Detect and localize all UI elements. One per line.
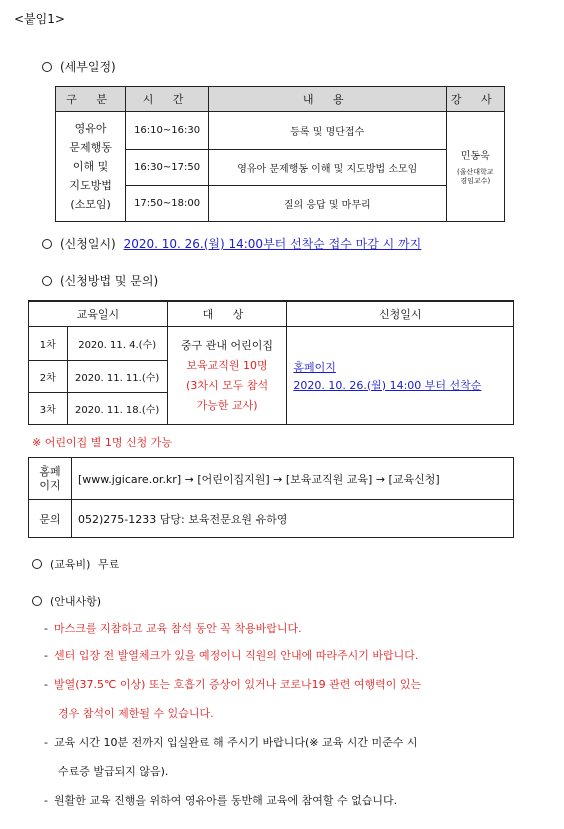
time-cell: 17:50~18:00 (126, 186, 209, 222)
dash-bullet: - (44, 678, 48, 691)
attachment-label: <붙임1> (14, 12, 65, 26)
header-category: 구 분 (56, 87, 126, 112)
method-table (28, 300, 514, 425)
guide-item-continued: 경우 참석이 제한될 수 있습니다. (58, 707, 214, 720)
section-method-title: (신청방법 및 문의) (60, 274, 159, 288)
instructor-cell: 민동욱 (울산대학교 겸임교수) (446, 112, 504, 222)
header-apply: 신청일시 (287, 301, 514, 327)
content-cell: 등록 및 명단접수 (208, 112, 446, 150)
dash-bullet: - (44, 794, 48, 807)
round-cell: 2차 (29, 361, 68, 393)
apply-period-label: (신청일시) (60, 237, 116, 251)
date-cell: 2020. 11. 18.(수) (67, 393, 167, 425)
contact-table (28, 457, 514, 538)
circle-bullet-icon (32, 559, 42, 569)
header-edu-date: 교육일시 (29, 301, 168, 327)
section-guide-title: (안내사항) (50, 595, 102, 608)
guide-item: - 발열(37.5℃ 이상) 또는 호흡기 증상이 있거나 코로나19 관련 여행력이 있는 (44, 678, 422, 691)
guide-item: - 센터 입장 전 발열체크가 있을 예정이니 직원의 안내에 따라주시기 바랍니다. (44, 649, 419, 662)
homepage-path: [www.jgicare.or.kr] → [어린이집지원] → [보육교직원 교육] → [교육신청] (72, 458, 514, 500)
circle-bullet-icon (32, 596, 42, 606)
guide-item: - 원활한 교육 진행을 위하여 영유아를 동반해 교육에 참여할 수 없습니다. (44, 794, 398, 807)
content-cell: 질의 응답 및 마무리 (208, 186, 446, 222)
apply-period-text: 2020. 10. 26.(월) 14:00부터 선착순 접수 마감 시 까지 (123, 237, 422, 251)
date-cell: 2020. 11. 11.(수) (67, 361, 167, 393)
instructor-name: 민동욱 (460, 151, 490, 162)
time-cell: 16:10~16:30 (126, 112, 209, 150)
header-time: 시 간 (126, 87, 209, 112)
header-instructor: 강 사 (446, 87, 504, 112)
inquiry-label: 문의 (29, 500, 72, 538)
notice-text: ※ 어린이집 별 1명 신청 가능 (32, 436, 172, 449)
fee-value: 무료 (97, 558, 120, 571)
category-cell: 영유아 문제행동 이해 및 지도방법 (소모임) (56, 112, 126, 222)
target-cell: 중구 관내 어린이집 보육교직원 10명 (3차시 모두 참석 가능한 교사) (167, 327, 287, 425)
guide-item-continued: 수료증 발급되지 않음). (58, 765, 169, 778)
section-guide-heading (32, 593, 101, 609)
section-schedule-heading (42, 58, 116, 75)
time-cell: 16:30~17:50 (126, 150, 209, 186)
guide-item: - 마스크를 지참하고 교육 참석 동안 꼭 착용바랍니다. (44, 622, 302, 635)
dash-bullet: - (44, 736, 48, 749)
round-cell: 1차 (29, 327, 68, 361)
section-schedule-title: (세부일정) (60, 60, 116, 74)
circle-bullet-icon (42, 276, 52, 286)
apply-period-line (42, 235, 421, 252)
apply-date-text: 2020. 10. 26.(월) 14:00 부터 선착순 (293, 378, 482, 392)
header-content: 내 용 (208, 87, 446, 112)
date-cell: 2020. 11. 4.(수) (67, 327, 167, 361)
fee-line (32, 556, 119, 572)
inquiry-text: 052)275-1233 담당: 보육전문요원 유하영 (72, 500, 514, 538)
header-target: 대 상 (167, 301, 287, 327)
schedule-table (55, 86, 505, 222)
dash-bullet: - (44, 649, 48, 662)
apply-cell (287, 327, 514, 425)
dash-bullet: - (44, 622, 48, 635)
fee-label: (교육비) (50, 558, 91, 571)
circle-bullet-icon (42, 239, 52, 249)
circle-bullet-icon (42, 62, 52, 72)
content-cell: 영유아 문제행동 이해 및 지도방법 소모임 (208, 150, 446, 186)
guide-item: - 교육 시간 10분 전까지 입실완료 해 주시기 바랍니다(※ 교육 시간 미준수 시 (44, 736, 418, 749)
section-method-heading (42, 272, 158, 289)
homepage-label: 홈페 이지 (29, 458, 72, 500)
round-cell: 3차 (29, 393, 68, 425)
homepage-link[interactable]: 홈페이지 (293, 360, 336, 374)
